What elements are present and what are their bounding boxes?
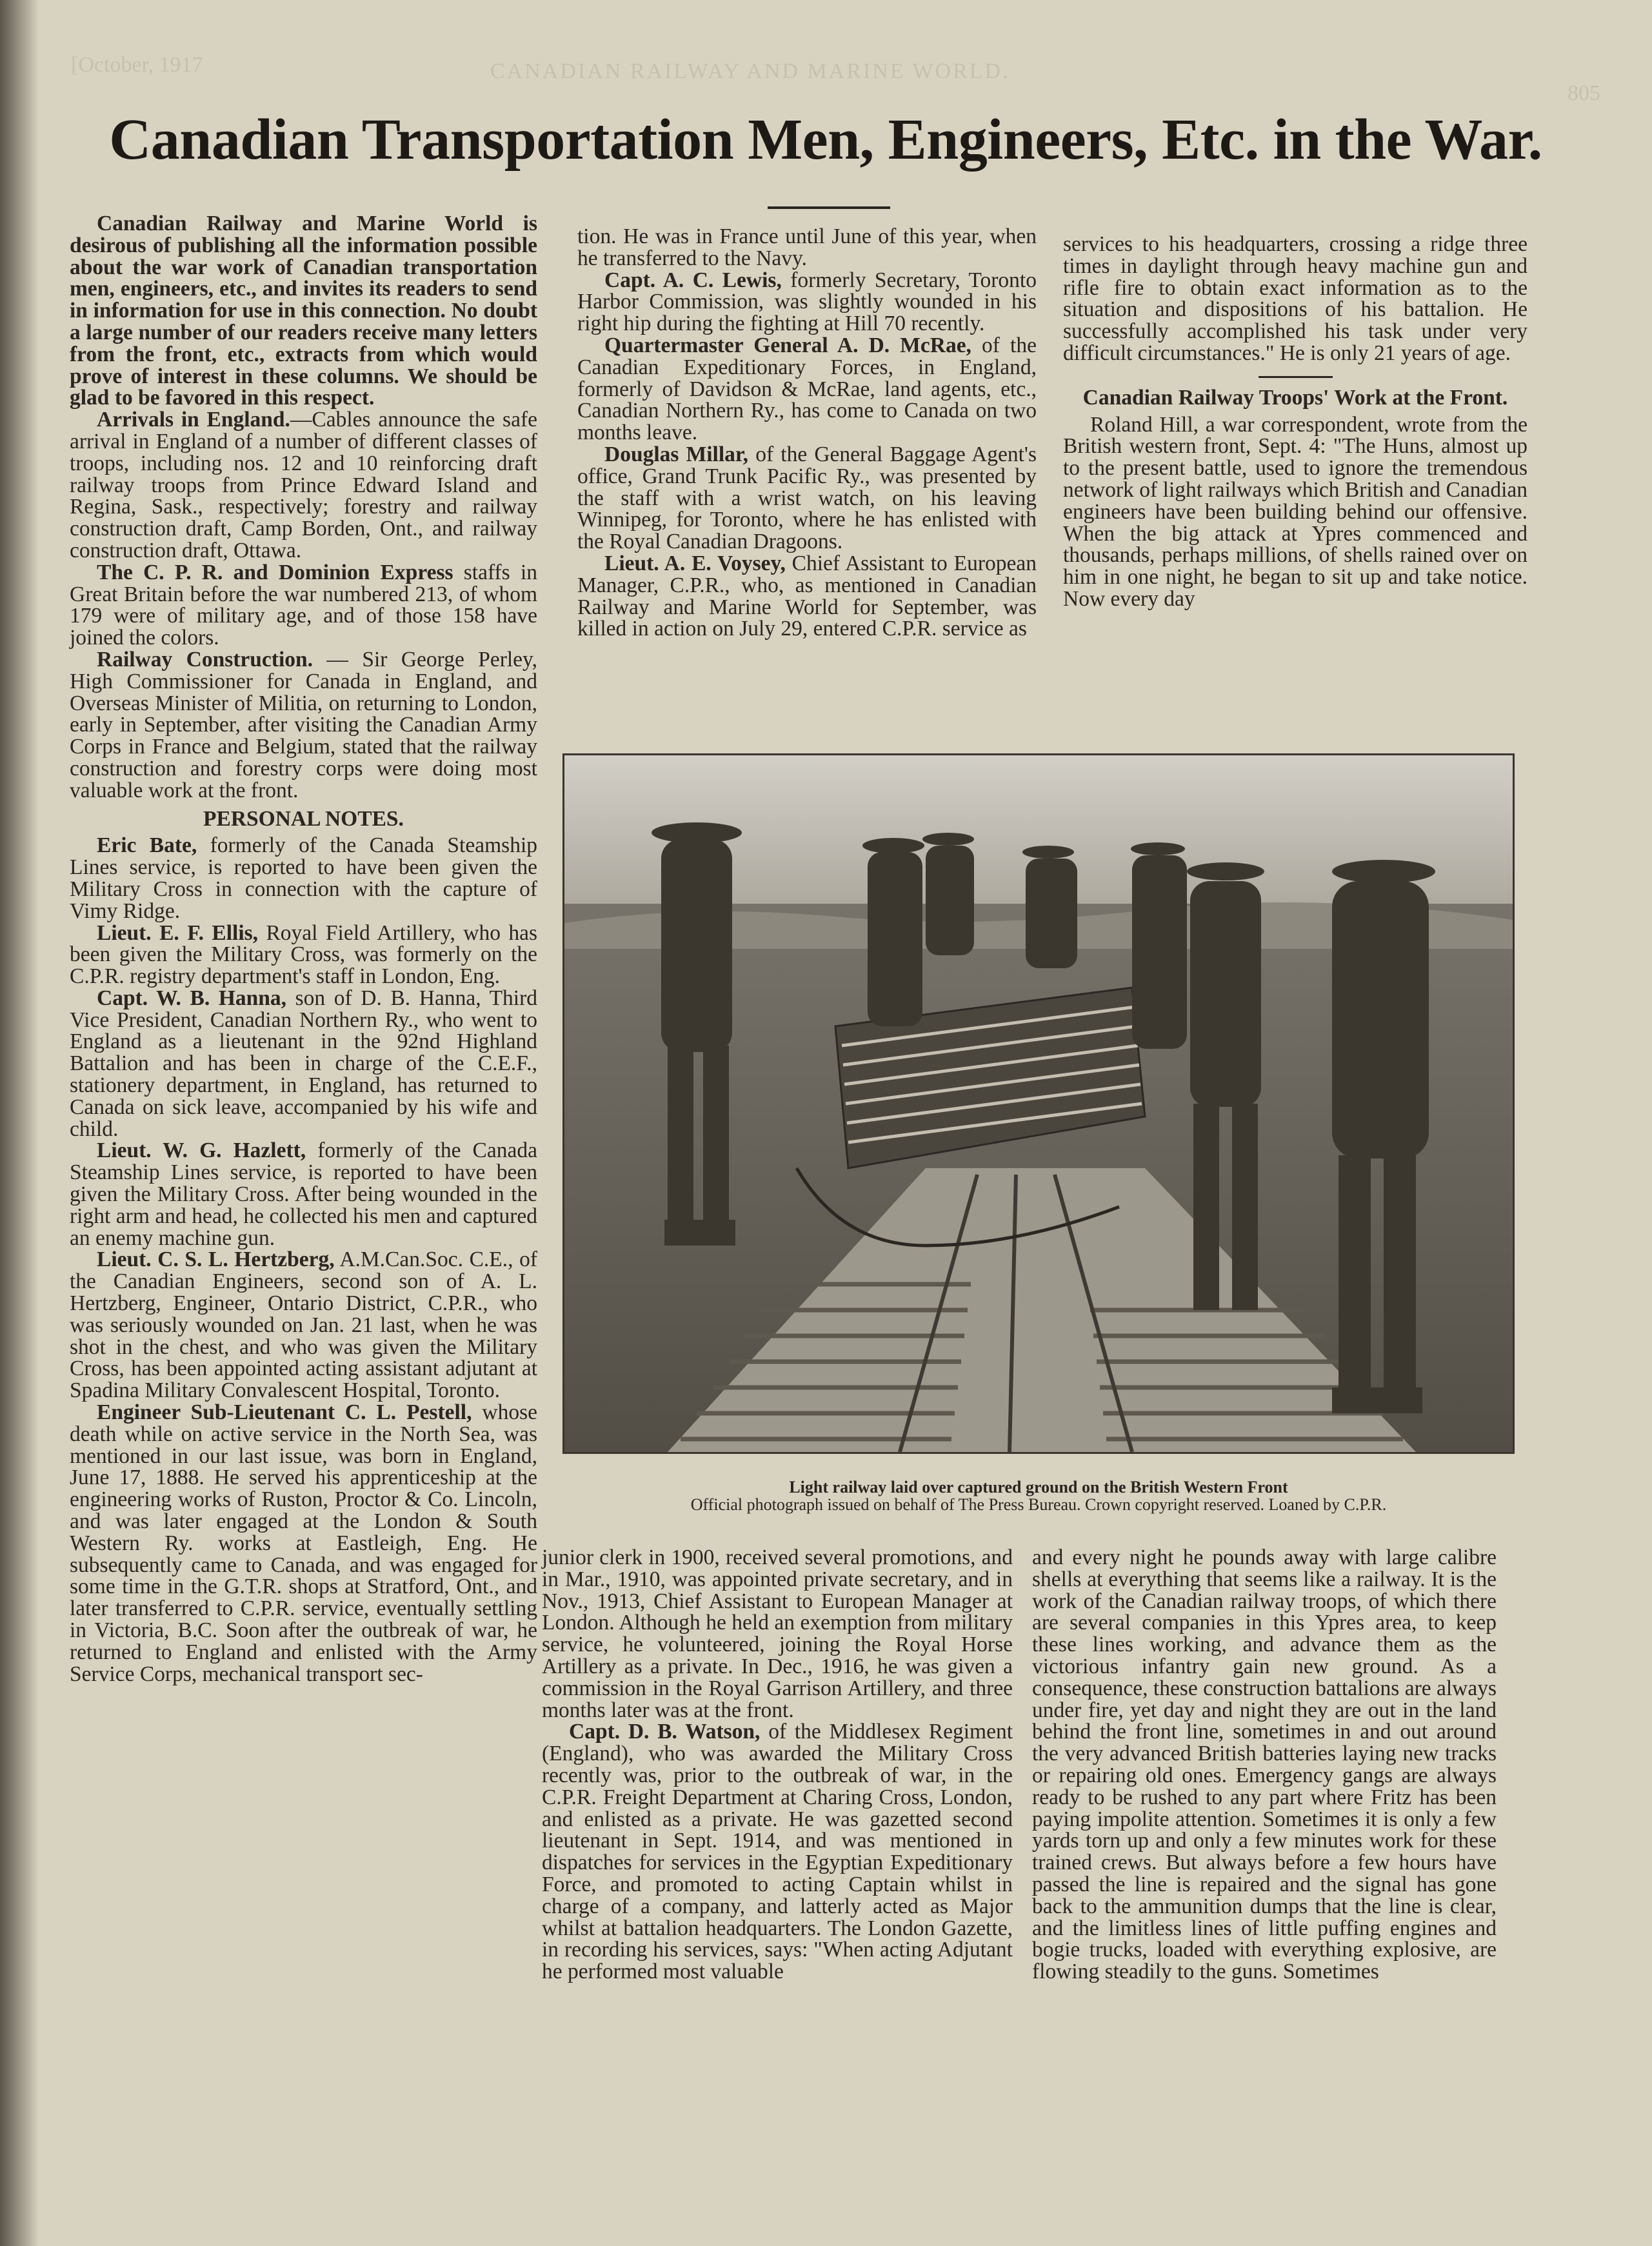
paragraph-continued: tion. He was in France until June of this year, when he transferred to the Navy.: [577, 224, 1037, 270]
photo-caption: [574, 1478, 1503, 1513]
paragraph-body: staffs in Great Britain before the war numbered 213, of whom 179 were of military age, and of those 158 have joined the colors.: [70, 560, 537, 650]
paragraph-heading: Capt. A. C. Lewis,: [604, 268, 782, 292]
paragraph-body: Chief Assistant to European Manager, C.P.R., who, as mentioned in Canadian Railway and Marine World for September, was killed in action on July 29, entered C.P.R. service as: [577, 551, 1037, 641]
paragraph-ellis: [70, 922, 537, 988]
paragraph-continued: and every night he pounds away with large calibre shells at everything that seems like a railway. It is the work of the Canadian railway troops, of which there are several companies in this Ypres area, to keep these lines working, and advance them as the victorious infantry gain new ground. As a consequence, these construction battalions are always under fire, yet day and night they are out in the land behind the front line, sometimes in and out around the very advanced British batteries laying new tracks or repairing old ones. Emergency gangs are always ready to be rushed to any part where Fritz has been paying impolite attention. Sometimes it is only a few yards torn up and only a few minutes work for these trained crews. But always before a few hours have passed the line is repaired and the signal has gone back to the ammunition dumps that the line is clear, and the limitless lines of little puffing engines and bogie trucks, loaded with everything explosive, are flowing steadily to the guns. Sometimes: [1032, 1545, 1497, 1984]
paragraph-hazlett: [70, 1140, 537, 1249]
paragraph-body: of the Middlesex Regiment (England), who was awarded the Military Cross recently was, prior to the outbreak of war, in the C.P.R. Freight Department at Charing Cross, London, and enlisted as a private. He was gazetted second lieutenant in Sept. 1914, and was mentioned in dispatches for services in the Egyptian Expeditionary Force, and promoted to acting Captain whilst in charge of a company, and latterly acted as Major whilst at battalion headquarters. The London Gazette, in recording his services, says: "When acting Adjutant he performed most valuable: [542, 1720, 1013, 1984]
paragraph-body: formerly Secretary, Toronto Harbor Commission, was slightly wounded in his right hip during the fighting at Hill 70 recently.: [577, 268, 1037, 336]
paragraph-body: —Cables announce the safe arrival in England of a number of different classes of troops, including nos. 12 and 10 reinforcing draft railway troops from Prince Edward Island and Regina, Sask., respectively; forestry and railway construction draft, Camp Borden, Ont., and railway construction draft, Ottawa.: [70, 408, 537, 562]
paragraph-body: Royal Field Artillery, who has been given the Military Cross, was formerly on the C.P.R. registry department's staff in London, Eng.: [70, 920, 538, 989]
paragraph-railway-construction: [70, 649, 537, 802]
paragraph-pestell: [70, 1402, 537, 1685]
paragraph-cpr-express: [70, 562, 537, 649]
binding-shadow: [0, 0, 39, 2246]
section-heading: Canadian Railway Troops' Work at the Front.: [1082, 385, 1508, 410]
paragraph-body: formerly of the Canada Steamship Lines service, is reported to have been given the Military Cross. After being wounded in the right arm and head, he collected his men and captured an enemy machine gun.: [70, 1138, 537, 1250]
paragraph-voysey: [577, 553, 1037, 640]
paragraph-heading: Arrivals in England.: [97, 408, 290, 432]
caption-title: Light railway laid over captured ground on the British Western Front: [789, 1478, 1288, 1496]
article-headline: Canadian Transportation Men, Engineers, Etc. in the War.: [109, 108, 1542, 172]
paragraph-eric-bate: [70, 835, 537, 922]
paragraph-continued: junior clerk in 1900, received several promotions, and in Mar., 1910, was appointed private secretary, and in Nov., 1913, Chief Assistant to European Manager at London. Although he held an exemption from military service, he volunteered, joining the Royal Horse Artillery as a private. In Dec., 1916, he was given a commission in the Royal Garrison Artillery, and three months later was at the front.: [542, 1545, 1013, 1722]
paragraph-mcrae: [577, 335, 1037, 444]
paragraph-hanna: [70, 988, 537, 1140]
paragraph-body: whose death while on active service in the North Sea, was mentioned in our last issue, was born in England, June 17, 1888. He served his apprenticeship at the engineering works of Ruston, Proctor & Co. Lincoln, and was later engaged at the London & South Western Ry. works at Eastleigh, Eng. He subsequently came to Canada, and was engaged for some time in the G.T.R. shops at Stratford, Ont., and later transferred to C.P.R. service, eventually settling in Victoria, B.C. Soon after the outbreak of war, he returned to England and enlisted with the Army Service Corps, mechanical transport sec-: [70, 1400, 537, 1686]
paragraph-roland-hill: Roland Hill, a war correspondent, wrote from the British western front, Sept. 4: "The Huns, almost up to the present battle, used to ignore the tremendous network of light railways which British and Canadian engineers have been building behind our offensive. When the big attack at Ypres commenced and thousands, perhaps millions, of shells rained over on him in one night, he began to sit up and take notice. Now every day: [1063, 412, 1528, 611]
paragraph-heading: Lieut. E. F. Ellis,: [97, 920, 259, 945]
paragraph-lewis: [577, 270, 1037, 335]
caption-credit: Official photograph issued on behalf of The Press Bureau. Crown copyright reserved. Loaned by C.P.R.: [690, 1495, 1387, 1514]
paragraph-body: formerly of the Canada Steamship Lines service, is reported to have been given the Military Cross in connection with the capture of Vimy Ridge.: [70, 833, 538, 923]
paragraph-heading: Douglas Millar,: [604, 442, 749, 466]
paragraph-heading: Lieut. C. S. L. Hertzberg,: [97, 1247, 335, 1272]
headline-rule: [768, 206, 890, 209]
column-1: [70, 213, 537, 1685]
paragraph-heading: The C. P. R. and Dominion Express: [97, 560, 453, 584]
paragraph-hertzberg: [70, 1249, 537, 1402]
paragraph-heading: Lieut. W. G. Hazlett,: [97, 1138, 306, 1163]
column-2: [577, 226, 1037, 640]
paragraph-body: of the General Baggage Agent's office, Grand Trunk Pacific Ry., was presented by the staff with a wrist watch, on his leaving Winnipeg, for Toronto, where he has enlisted with the Royal Canadian Dragoons.: [577, 442, 1037, 554]
paragraph-heading: Eric Bate,: [97, 833, 197, 858]
paragraph-body: — Sir George Perley, High Commissioner for Canada in England, and Overseas Minister of Militia, on returning to London, early in September, after visiting the Canadian Army Corps in France and Belgium, stated that the railway construction and forestry corps were doing most valuable work at the front.: [70, 647, 537, 802]
paragraph-body: of the Canadian Expeditionary Forces, in England, formerly of Davidson & McRae, land agents, etc., Canadian Northern Ry., has come to Canada on two months leave.: [577, 333, 1037, 445]
section-rule: [1259, 376, 1333, 378]
intro-paragraph: Canadian Railway and Marine World is desirous of publishing all the information possible about the war work of Canadian transportation men, engineers, etc., and invites its readers to send in information for use in this connection. No doubt a large number of our readers receive many letters from the front, etc., extracts from which would prove of interest in these columns. We should be glad to be favored in this respect.: [70, 212, 537, 410]
personal-notes-heading: PERSONAL NOTES.: [203, 806, 404, 831]
paragraph-arrivals: [70, 409, 537, 562]
running-head: [0, 40, 1652, 117]
paragraph-heading: Quartermaster General A. D. McRae,: [604, 333, 971, 357]
photograph-light-railway: [562, 753, 1515, 1454]
running-head-date: [October, 1917: [71, 53, 203, 77]
photograph-illustration: [564, 755, 1513, 1452]
column-4: [542, 1547, 1013, 1983]
paragraph-millar: [577, 444, 1037, 553]
paragraph-watson: [542, 1721, 1013, 1983]
paragraph-continued: services to his headquarters, crossing a ridge three times in daylight through heavy machine gun and rifle fire to obtain exact information as to the situation and dispositions of his battalion. He successfully accomplished his task under very difficult circumstances." He is only 21 years of age.: [1063, 232, 1528, 365]
paragraph-body: son of D. B. Hanna, Third Vice President, Canadian Northern Ry., who went to England as a lieutenant in the 92nd Highland Battalion and has been in charge of the C.E.F., stationery department, in England, has returned to Canada on sick leave, accompanied by his wife and child.: [70, 986, 538, 1141]
paragraph-heading: Engineer Sub-Lieutenant C. L. Pestell,: [97, 1400, 472, 1425]
column-3: [1063, 234, 1528, 610]
paragraph-heading: Railway Construction.: [97, 647, 313, 671]
paragraph-heading: Capt. D. B. Watson,: [569, 1720, 761, 1744]
running-head-page: 805: [1567, 81, 1600, 105]
paragraph-heading: Lieut. A. E. Voysey,: [604, 551, 786, 575]
running-head-title: CANADIAN RAILWAY AND MARINE WORLD.: [490, 59, 1010, 83]
paragraph-body: A.M.Can.Soc. C.E., of the Canadian Engineers, second son of A. L. Hertzberg, Engineer, Ontario District, C.P.R., who was seriously wounded on Jan. 21 last, when he was shot in the chest, and who was given the Military Cross, has been appointed acting assistant adjutant at Spadina Military Convalescent Hospital, Toronto.: [70, 1247, 537, 1403]
paragraph-heading: Capt. W. B. Hanna,: [97, 986, 287, 1010]
column-5: [1032, 1547, 1497, 1983]
